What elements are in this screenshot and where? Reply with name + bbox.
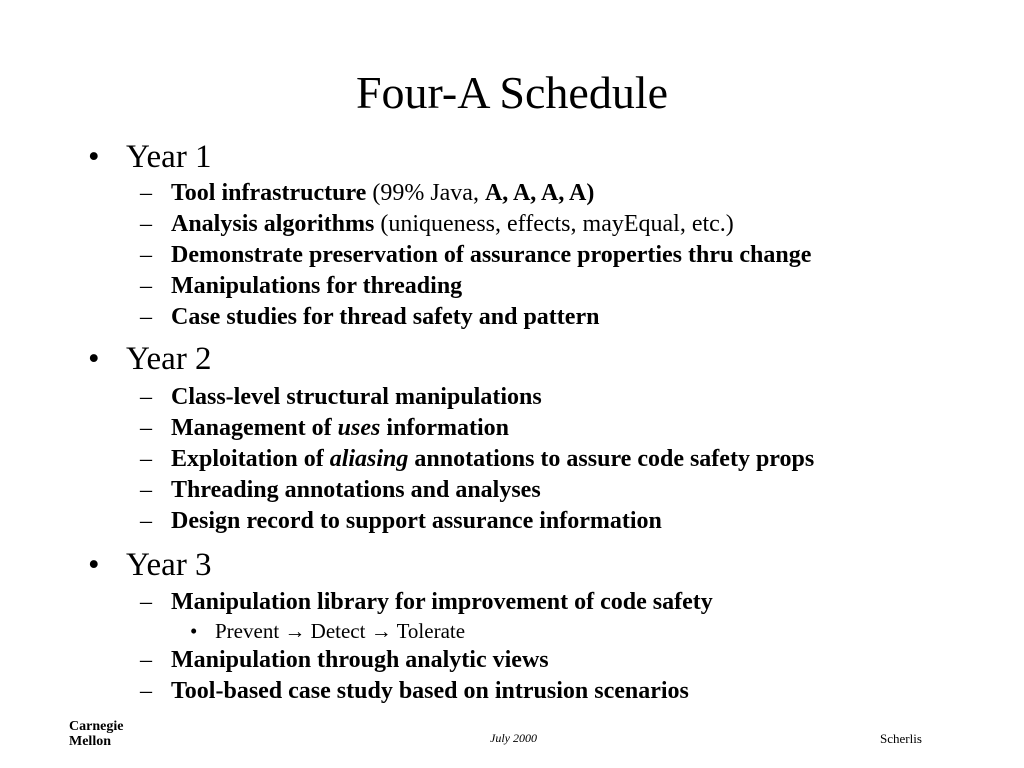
footer-date: July 2000 <box>490 731 537 745</box>
bullet-icon: • <box>88 547 100 583</box>
year2-item-2-bold-2: information <box>380 415 509 441</box>
dash-icon: – <box>140 384 152 410</box>
arrow-right-icon: → <box>370 619 392 643</box>
year3-item-3-bold: Tool-based case study based on intrusion scenarios <box>171 678 689 704</box>
year3-item-2-bold: Manipulation through analytic views <box>171 647 549 673</box>
year2-item-3-bold-italic: aliasing <box>329 446 409 472</box>
year1-item-4-bold: Manipulations for threading <box>171 273 463 299</box>
bullet-icon: • <box>190 619 198 643</box>
year1-item-2-bold: Analysis algorithms <box>171 211 375 237</box>
carnegie-mellon-logo <box>69 719 123 749</box>
dash-icon: – <box>140 273 152 299</box>
year2-item-3-bold-2: annotations to assure code safety props <box>408 446 815 472</box>
dash-icon: – <box>140 211 152 237</box>
year2-item-2-bold: Management of <box>171 415 338 441</box>
dash-icon: – <box>140 647 152 673</box>
bullet-icon: • <box>88 139 100 175</box>
year2-item-1-bold: Class-level structural manipulations <box>171 384 542 410</box>
dash-icon: – <box>140 446 152 472</box>
bullet-icon: • <box>88 341 100 377</box>
dash-icon: – <box>140 508 152 534</box>
footer-author: Scherlis <box>880 731 922 746</box>
year1-item-1-bold-2: A, A, A, A) <box>484 180 595 206</box>
year2-item-3-bold: Exploitation of <box>171 446 330 472</box>
year2-item-4-bold: Threading annotations and analyses <box>171 477 541 503</box>
year1-item-5-bold: Case studies for thread safety and pattern <box>171 304 600 330</box>
dash-icon: – <box>140 415 152 441</box>
year2-item-5-bold: Design record to support assurance information <box>171 508 662 534</box>
dash-icon: – <box>140 477 152 503</box>
year1-item-1-bold: Tool infrastructure <box>171 180 367 206</box>
year3-item-1-bold: Manipulation library for improvement of code safety <box>171 589 713 615</box>
dash-icon: – <box>140 180 152 206</box>
arrow-right-icon: → <box>284 619 306 643</box>
year-2-label: Year 2 <box>126 341 212 377</box>
dash-icon: – <box>140 304 152 330</box>
year1-item-2-plain: (uniqueness, effects, mayEqual, etc.) <box>374 211 734 237</box>
year2-item-2-bold-italic: uses <box>337 415 381 441</box>
sub-text-prevent: Prevent <box>215 619 285 643</box>
dash-icon: – <box>140 242 152 268</box>
year1-item-3-bold: Demonstrate preservation of assurance properties thru change <box>171 242 812 268</box>
year1-item-1-plain: (99% Java, <box>366 180 485 206</box>
logo-line-1: Carnegie <box>69 719 124 734</box>
year-3-label: Year 3 <box>126 547 212 583</box>
sub-text-detect: Detect <box>305 619 371 643</box>
year-1-label: Year 1 <box>126 139 212 175</box>
dash-icon: – <box>140 678 152 704</box>
sub-text-tolerate: Tolerate <box>391 619 466 643</box>
logo-line-2: Mellon <box>69 734 111 749</box>
dash-icon: – <box>140 589 152 615</box>
slide-title: Four-A Schedule <box>355 67 669 118</box>
